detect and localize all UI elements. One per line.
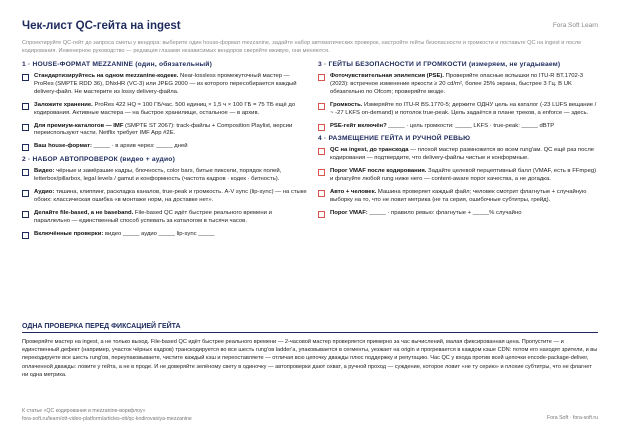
section-3: [318, 61, 598, 130]
checkbox[interactable]: [22, 103, 29, 110]
checklist-item: Громкость. Измеряйте по ITU-R BS.1770-5; держите ОДНУ цель на каталог (-23 LUFS вещание / ~ -27 LKFS on-demand) и потолок true-peak. Цель задаётся в плане треков, а enforce — здесь.: [318, 102, 598, 118]
checklist-item: QC на ingest, до транскода — плохой мастер размножится во всем rung'ам. QC ещё раз после кодирования — подтвердите, что delivery-файлы чистые и конформные.: [318, 147, 598, 163]
checklist-item: PSE-гейт включён? _____ · цель громкости: _____ LKFS · true-peak: _____ dBTP: [318, 123, 598, 131]
checkbox[interactable]: [22, 144, 29, 151]
checklist-item: Для премиум-каталогов — IMF (SMPTE ST 2067): track-файлы + Composition Playlist, версии переиспользуют части. Netflix требует IMF App #2E.: [22, 123, 307, 139]
checklist-item: Порог VMAF: _____ · правило ревью: флагнутые + _____% случайно: [318, 210, 598, 218]
checkbox[interactable]: [318, 124, 325, 131]
article-url[interactable]: fora-soft.ru/learn/ott-video-platform/articles-ott/qc-kodirovaniya-mezzanine: [22, 415, 192, 422]
right-column: [318, 61, 598, 223]
checkbox[interactable]: [22, 190, 29, 197]
checkbox[interactable]: [22, 169, 29, 176]
section-4: [318, 135, 598, 217]
footer: [22, 408, 598, 424]
checklist-item: Аудио: тишина, клиппинг, раскладка каналов, true-peak и громкость. A-V sync (lip-sync) — на стыке обоих: классическая ошибка «в монтаже норм, на доставке нет».: [22, 189, 307, 205]
checklist-item: Видео: чёрные и замёрзшие кадры, блочность, color bars, битые пиксели, порядок полей, letterbox/pillarbox, legal levels / gamut и конформность (частота кадров · кодек · битность).: [22, 168, 307, 184]
checklist-item: Включённые проверки: видео _____ аудио _____ lip-sync _____: [22, 231, 307, 239]
intro-text: Спроектируйте QC-гейт до запроса сметы у вендора: выберите один house-формат mezzanine, задайте набор автоматических проверок, настройте гейты безопасности и громкости и поставьте QC на ingest и после кодирования. Инженерное руководство — редакция глазами независимых вендоров сверяйте вживую, они меняются.: [22, 40, 582, 54]
qc-callout: [22, 323, 598, 379]
checkbox[interactable]: [318, 148, 325, 155]
checkbox[interactable]: [318, 190, 325, 197]
divider: [22, 332, 598, 333]
footer-brand: Fora Soft · fora-soft.ru: [546, 415, 598, 421]
checklist-item: Порог VMAF после кодирования. Задайте целевой перцептивный балл (VMAF, есть в FFmpeg) и флагуйте любой rung ниже него — content-aware порог качества, а не догадка.: [318, 168, 598, 184]
callout-text: Проверяйте мастер на ingest, а не только выход. File-based QC идёт быстрее реального времени — 2-часовой мастер проверяется примерно за час вычислений, малая фиксированная цена. Пропустите — и единственный дефект (например, участок чёрных кадров) транскодируется во все шесть rung'ов ladder'а, упаковывается в сегменты, уезжает на origin и прогревается в каждом кэше CDN: потом его находят зрители, и вы перекодируете все шесть rung'ов, переупаковываете, чистите каждый кэш и переоставляете — отличая всю цепочку дважды плюс поддержку и репутацию. Час QC у входа против всей цепочки encode-package-deliver, оплаченной дважды: ловите у гейта, а не в проде. И не доверяйте зелёному свету в одиночку — автопроверки дают охват, а ручной проход — суждение, которое ловит «не ту серию» и плохие субтитры, что не флагнет ни одна метрика.: [22, 339, 598, 378]
checklist-item: Авто + человек. Машина проверяет каждый файл; человек смотрит флагнутые + случайную выборку на то, что не ловит метрика (не та серия, ошибочные субтитры, грейд).: [318, 189, 598, 205]
left-column: [22, 61, 307, 244]
callout-title: ОДНА ПРОВЕРКА ПЕРЕД ФИКСАЦИЕЙ ГЕЙТА: [22, 323, 181, 330]
checklist-item: Фоточувствительная эпилепсия (PSE). Проверяйте опасные вспышки по ITU-R BT.1702-3 (2023): встречное изменение яркости ≥ 20 cd/m², более 25% экрана, быстрее 3 Гц. В UK обязательно по Ofcom; проверяйте везде.: [318, 73, 598, 97]
section-heading: 1 · HOUSE-ФОРМАТ MEZZANINE (один, обязательный): [22, 61, 212, 68]
checkbox[interactable]: [22, 211, 29, 218]
checkbox[interactable]: [318, 211, 325, 218]
checkbox[interactable]: [22, 232, 29, 239]
section-2: [22, 156, 307, 238]
footer-left: [22, 408, 192, 423]
checkbox[interactable]: [318, 74, 325, 81]
page-title: Чек-лист QC-гейта на ingest: [22, 20, 181, 32]
checkbox[interactable]: [318, 103, 325, 110]
checklist-columns: [22, 61, 598, 321]
checklist-page: [22, 20, 598, 379]
checklist-item: Ваш house-формат: _____ · в архив через: _____ дней: [22, 143, 307, 151]
checkbox[interactable]: [22, 124, 29, 131]
section-1: [22, 61, 307, 151]
brand-label: Fora Soft Learn: [552, 22, 598, 29]
section-heading: 4 · РАЗМЕЩЕНИЕ ГЕЙТА И РУЧНОЙ РЕВЬЮ: [318, 135, 471, 143]
checkbox[interactable]: [318, 169, 325, 176]
article-reference: К статье «QC кодирования и mezzanine-воркфлоу»: [22, 408, 146, 414]
checkbox[interactable]: [22, 74, 29, 81]
header: [22, 20, 598, 34]
checklist-item: Делайте file-based, а не baseband. File-based QC идёт быстрее реального времени и параллельно — единственный способ успевать за каталогом в тысячи часов.: [22, 210, 307, 226]
section-heading: 2 · НАБОР АВТОПРОВЕРОК (видео + аудио): [22, 156, 176, 164]
checklist-item: Стандартизируйтесь на одном mezzanine-кодеке. Near-lossless промежуточный мастер — ProRes (SMPTE RDD 36), DNxHR (VC-3) или JPEG 2000 — из которого пересобирается каждый delivery-файл. Не мастерите из lossy delivery-файла.: [22, 73, 307, 97]
section-heading: 3 · ГЕЙТЫ БЕЗОПАСНОСТИ И ГРОМКОСТИ (измеряем, не угадываем): [318, 61, 561, 68]
checklist-item: Заложите хранение. ProRes 422 HQ ≈ 100 ГБ/час. 500 единиц × 1,5 ч × 100 ГБ = 75 ТБ ещё до кодирования. Активные мастера — на быстрое хранилище, остальное — в архив.: [22, 102, 307, 118]
